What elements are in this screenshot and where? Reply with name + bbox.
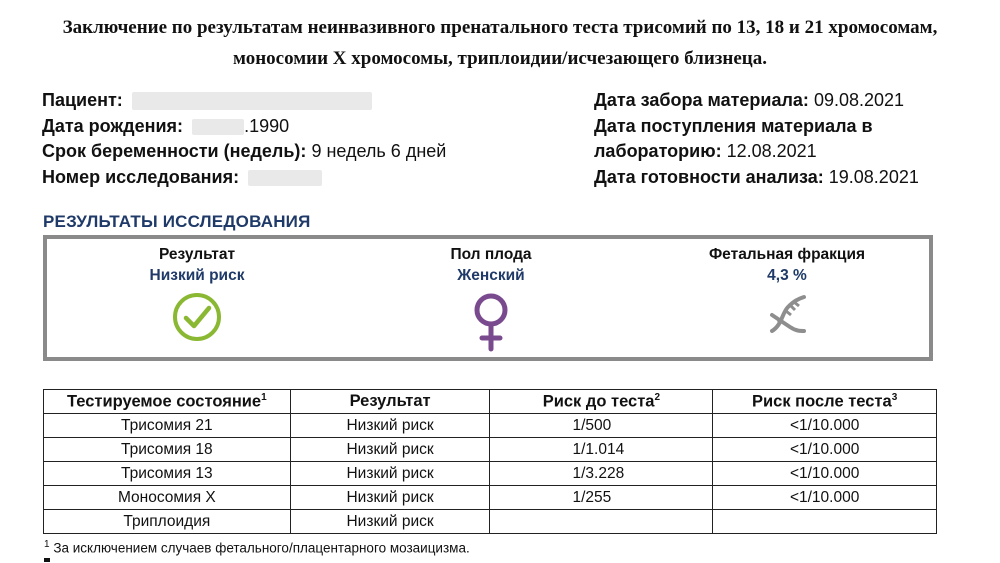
redacted-name (132, 92, 372, 110)
header-condition-sup: 1 (261, 391, 267, 403)
arrival-date-value: 12.08.2021 (726, 141, 817, 161)
risk-after-cell: <1/10.000 (713, 462, 937, 486)
collection-date-value: 09.08.2021 (813, 90, 905, 110)
header-risk-after-sup: 3 (891, 391, 898, 403)
footnote-1-mark: 1 (44, 539, 50, 550)
header-risk-before-sup: 2 (654, 391, 661, 403)
table-row (44, 486, 937, 510)
result-summary (67, 245, 327, 343)
header-risk-after (713, 390, 937, 414)
pregnancy-term-value: 9 недель 6 дней (311, 141, 447, 161)
redacted-birth (192, 119, 244, 135)
footnote-2-cutoff (44, 558, 50, 562)
collection-date-row (594, 88, 919, 114)
arrival-date-row-2 (594, 139, 919, 165)
risk-after-cell: <1/10.000 (713, 438, 937, 462)
result-label: Результат (158, 246, 236, 263)
risk-before-cell: 1/255 (490, 486, 713, 510)
female-symbol-icon (471, 291, 511, 353)
fetal-sex-summary (361, 245, 621, 353)
condition-cell: Трисомия 13 (44, 462, 291, 486)
header-risk-before (490, 390, 713, 414)
document-title: Заключение по результатам неинвазивного пренатального теста трисомий по 13, 18 и 21 хромосомам, моносомии X хромосомы, триплоидии/исчезающего близнеца. (62, 17, 938, 69)
fetal-sex-label: Пол плода (450, 246, 532, 263)
fetal-fraction-label: Фетальная фракция (708, 246, 866, 263)
birth-date-value: .1990 (244, 115, 290, 136)
table-row (44, 510, 937, 534)
condition-cell: Трисомия 18 (44, 438, 291, 462)
ready-date-row (594, 165, 919, 191)
arrival-date-row-1 (594, 114, 919, 140)
dna-icon (764, 291, 810, 339)
risk-before-cell (490, 510, 713, 534)
header-risk-after-text: Риск после теста (752, 392, 892, 411)
result-cell: Низкий риск (290, 438, 490, 462)
results-table (43, 389, 937, 534)
patient-name-label: Пациент: (42, 90, 123, 110)
arrival-date-label-2: лабораторию: (594, 141, 722, 161)
risk-after-cell: <1/10.000 (713, 414, 937, 438)
collection-date-label: Дата забора материала: (594, 90, 809, 110)
ready-date-label: Дата готовности анализа: (594, 166, 824, 187)
header-result (290, 390, 490, 414)
result-value: Низкий риск (149, 267, 245, 284)
fetal-sex-value: Женский (457, 267, 525, 284)
result-cell: Низкий риск (290, 510, 490, 534)
header-condition (44, 390, 291, 414)
birth-date-row (42, 114, 446, 140)
pregnancy-term-label: Срок беременности (недель): (42, 141, 307, 161)
check-circle-icon (171, 291, 223, 343)
results-section-title: РЕЗУЛЬТАТЫ ИССЛЕДОВАНИЯ (43, 212, 311, 231)
condition-cell: Триплоидия (44, 510, 291, 534)
result-cell: Низкий риск (290, 414, 490, 438)
patient-info (42, 88, 446, 190)
result-cell: Низкий риск (290, 486, 490, 510)
condition-cell: Трисомия 21 (44, 414, 291, 438)
risk-after-cell (713, 510, 937, 534)
risk-after-cell: <1/10.000 (713, 486, 937, 510)
header-result-text: Результат (349, 392, 431, 410)
risk-before-cell: 1/500 (490, 414, 713, 438)
table-row (44, 414, 937, 438)
result-cell: Низкий риск (290, 462, 490, 486)
study-number-row (42, 165, 446, 191)
footnote-1-text: За исключением случаев фетального/плацентарного мозаицизма. (53, 540, 470, 556)
table-row (44, 438, 937, 462)
condition-cell: Моносомия X (44, 486, 291, 510)
arrival-date-label-1: Дата поступления материала в (594, 115, 873, 136)
pregnancy-term-row (42, 139, 446, 165)
table-row (44, 462, 937, 486)
dates-info (594, 88, 919, 190)
risk-before-cell: 1/3.228 (490, 462, 713, 486)
header-condition-text: Тестируемое состояние (67, 392, 262, 411)
results-summary-box (43, 235, 933, 361)
birth-date-label: Дата рождения: (42, 115, 184, 136)
fetal-fraction-summary (657, 245, 917, 339)
ready-date-value: 19.08.2021 (828, 166, 919, 187)
fetal-fraction-value: 4,3 % (767, 267, 807, 284)
risk-before-cell: 1/1.014 (490, 438, 713, 462)
table-header-row (44, 390, 937, 414)
patient-name-row (42, 88, 446, 114)
study-number-label: Номер исследования: (42, 166, 240, 187)
header-risk-before-text: Риск до теста (542, 392, 655, 411)
footnote-1 (44, 539, 470, 556)
redacted-study-number (248, 170, 322, 186)
